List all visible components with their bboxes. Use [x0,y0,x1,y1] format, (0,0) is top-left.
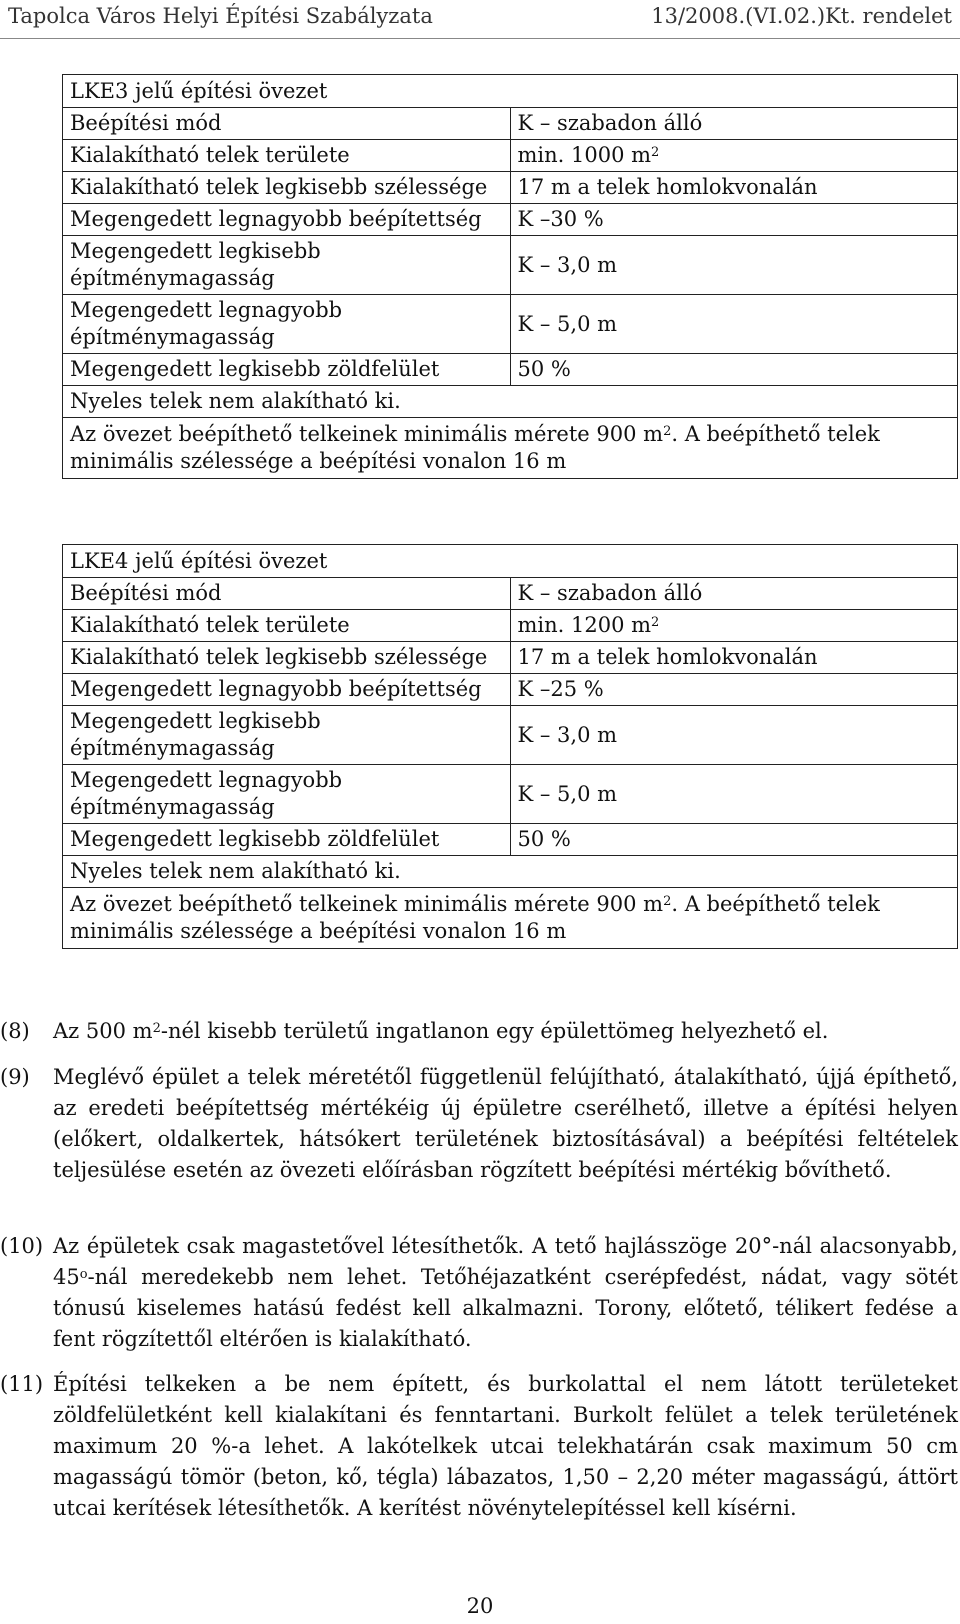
row-label: Kialakítható telek legkisebb szélessége [63,172,511,204]
paragraph-number: (8) [0,1019,30,1043]
paragraph-number: (9) [0,1065,30,1089]
row-label: Kialakítható telek területe [63,140,511,172]
zone-table-lke4 [62,544,958,949]
zone-title-row [63,545,958,578]
row-label: Megengedett legnagyobb beépítettség [63,204,511,236]
superscript: 2 [663,894,672,909]
row-label: Megengedett legnagyobb építménymagasság [63,295,511,354]
superscript: o [79,1267,88,1282]
page-number: 20 [466,1594,494,1618]
row-value: 50 % [510,824,958,856]
zone-title-text: jelű építési övezet [128,548,328,573]
note-text: Az övezet beépíthető telkeinek minimális mérete 900 m [70,422,664,446]
row-label: Megengedett legkisebb zöldfelület [63,354,511,386]
zone-note: Nyeles telek nem alakítható ki. [63,856,958,888]
zone-title [63,545,958,578]
zone-title-text: jelű építési övezet [128,78,328,103]
zone-note: Nyeles telek nem alakítható ki. [63,386,958,418]
zone-note-size [63,888,958,949]
paragraph-number: (11) [0,1372,44,1396]
row-value: K –25 % [510,674,958,706]
superscript: 2 [651,615,660,630]
zone-code: LKE4 [70,548,129,573]
note-text-cont: . A beépíthető telek minimális szélessége a beépítési vonalon 16 m [70,422,880,473]
row-label: Megengedett legnagyobb építménymagasság [63,765,511,824]
zone-title-row [63,75,958,108]
paragraph-text: Meglévő épület a telek méretétől függetlenül felújítható, átalakítható, újjá építhető, az eredeti beépítettség mértékéig új épületre cserélhető, illetve a építési helyen (előkert, oldalkertek, hátsókert területének biztosításával) a beépítési feltételek teljesülése esetén az övezeti előírásban rögzített beépítési mértékig bővíthető. [53,1065,958,1182]
row-value-cell [510,610,958,642]
row-value: K – 5,0 m [510,765,958,824]
row-value: K –30 % [510,204,958,236]
note-text: Az övezet beépíthető telkeinek minimális mérete 900 m [70,892,664,916]
paragraph-8 [0,1016,958,1047]
zone-note-size [63,418,958,479]
row-value: 17 m a telek homlokvonalán [510,172,958,204]
paragraph-number: (10) [0,1234,44,1258]
paragraph-text-a: Az 500 m [53,1019,153,1043]
row-value: min. 1200 m [517,613,652,637]
paragraph-text-a: Az épületek csak magastetővel létesíthetők. A tető hajlásszöge 20°-nál alacsonyabb, 45 [53,1234,958,1289]
row-value: K – 3,0 m [510,236,958,295]
row-label: Megengedett legkisebb építménymagasság [63,236,511,295]
row-label: Megengedett legnagyobb beépítettség [63,674,511,706]
document-title: Tapolca Város Helyi Építési Szabályzata [8,4,433,28]
row-value: 50 % [510,354,958,386]
row-label: Kialakítható telek területe [63,610,511,642]
row-value: K – 3,0 m [510,706,958,765]
paragraph-9 [0,1062,958,1186]
paragraph-10 [0,1231,958,1355]
superscript: 2 [651,145,660,160]
row-value: K – szabadon álló [510,108,958,140]
note-text-cont: . A beépíthető telek minimális szélessége a beépítési vonalon 16 m [70,892,880,943]
row-value: K – szabadon álló [510,578,958,610]
paragraph-text: Építési telkeken a be nem épített, és burkolattal el nem látott területeket zöldfelületként kell kialakítani és fenntartani. Burkolt felület a telek területének maximum 20 %-a lehet. A lakótelkek utcai telekhatárán csak maximum 50 cm magasságú tömör (beton, kő, tégla) lábazatos, 1,50 – 2,20 méter magasságú, áttört utcai kerítések létesíthetők. A kerítést növénytelepítéssel kell kísérni. [53,1372,958,1520]
paragraph-11 [0,1369,958,1524]
zone-title [63,75,958,108]
superscript: 2 [152,1021,161,1036]
row-label: Megengedett legkisebb zöldfelület [63,824,511,856]
paragraph-text [53,1016,958,1047]
row-value: min. 1000 m [517,143,652,167]
row-label: Megengedett legkisebb építménymagasság [63,706,511,765]
paragraph-text-b: -nél kisebb területű ingatlanon egy épülettömeg helyezhető el. [160,1019,829,1043]
row-label: Kialakítható telek legkisebb szélessége [63,642,511,674]
row-label: Beépítési mód [63,578,511,610]
paragraph-text [53,1231,958,1355]
zone-code: LKE3 [70,78,129,103]
superscript: 2 [663,424,672,439]
row-value: 17 m a telek homlokvonalán [510,642,958,674]
page-header [0,0,960,39]
regulation-number: 13/2008.(VI.02.)Kt. rendelet [651,4,952,28]
paragraph-text-b: -nál meredekebb nem lehet. Tetőhéjazatként cserépfedést, nádat, vagy sötét tónusú kiselemes hatású fedést kell alkalmazni. Torony, előtető, télikert fedése a fent rögzítettől eltérően is kialakítható. [53,1265,958,1351]
row-value: K – 5,0 m [510,295,958,354]
zone-table-lke3 [62,74,958,479]
row-label: Beépítési mód [63,108,511,140]
row-value-cell [510,140,958,172]
